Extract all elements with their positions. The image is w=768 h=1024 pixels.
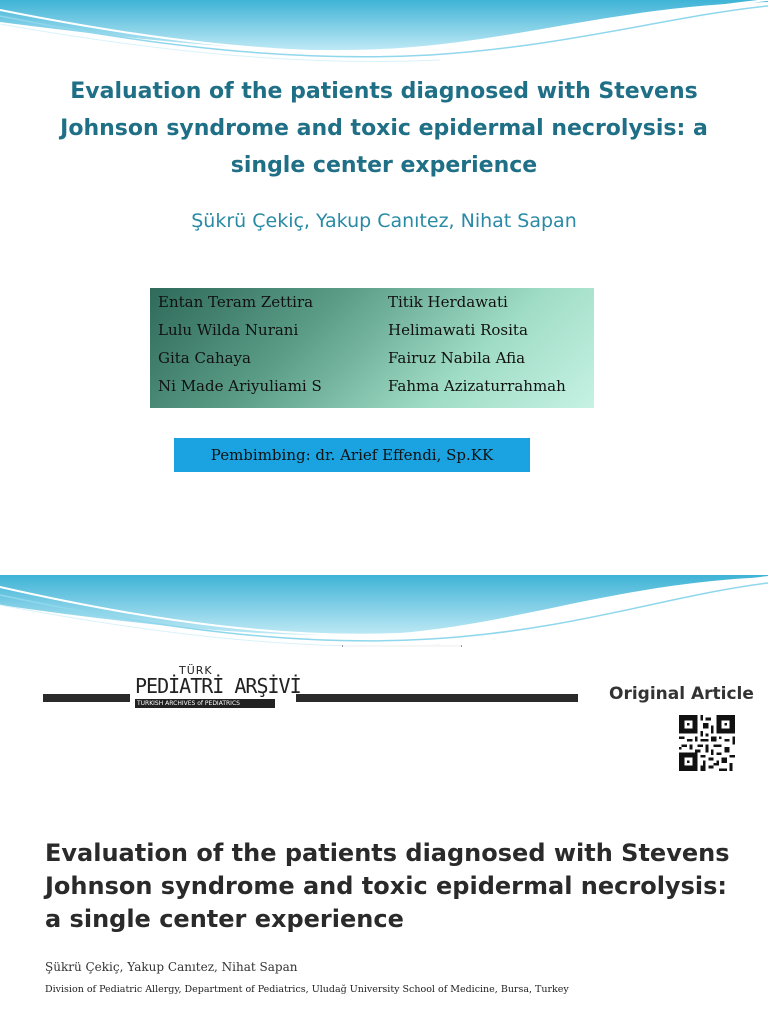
member-name: Lulu Wilda Nurani bbox=[158, 321, 299, 339]
header-rule-right bbox=[296, 694, 578, 702]
member-name: Gita Cahaya bbox=[158, 349, 251, 367]
article-slide bbox=[0, 575, 768, 1024]
member-name: Fahma Azizaturrahmah bbox=[388, 377, 566, 395]
article-title: Evaluation of the patients diagnosed with Stevens Johnson syndrome and toxic epidermal necrolysis: a single center experience bbox=[45, 839, 730, 933]
qr-code-icon bbox=[679, 715, 735, 771]
header-rule-left bbox=[43, 694, 130, 702]
member-name: Entan Teram Zettira bbox=[158, 293, 314, 311]
journal-logo-subtitle: TURKISH ARCHIVES of PEDIATRICS bbox=[135, 699, 275, 708]
journal-logo-name: PEDİATRİ ARŞİVİ bbox=[135, 674, 301, 698]
slide-authors: Şükrü Çekiç, Yakup Canıtez, Nihat Sapan bbox=[191, 210, 577, 232]
member-name: Fairuz Nabila Afia bbox=[388, 349, 526, 367]
wave-decoration bbox=[0, 575, 768, 655]
journal-logo-turk: TÜRK bbox=[179, 664, 213, 677]
journal-logo bbox=[135, 664, 301, 707]
slide-title: Evaluation of the patients diagnosed with Stevens Johnson syndrome and toxic epidermal necrolysis: a single center experience bbox=[60, 79, 708, 178]
member-name: Ni Made Ariyuliami S bbox=[158, 377, 322, 395]
wave-decoration bbox=[0, 0, 768, 70]
article-authors: Şükrü Çekiç, Yakup Canıtez, Nihat Sapan bbox=[45, 960, 298, 974]
article-affiliation: Division of Pediatric Allergy, Department of Pediatrics, Uludağ University School of Medicine, Bursa, Turkey bbox=[45, 984, 569, 995]
member-name: Helimawati Rosita bbox=[388, 321, 528, 339]
member-name: Titik Herdawati bbox=[388, 293, 508, 311]
article-page bbox=[33, 647, 768, 1024]
article-type-label: Original Article bbox=[609, 684, 754, 704]
group-members-box bbox=[150, 288, 594, 408]
supervisor-label: Pembimbing: dr. Arief Effendi, Sp.KK bbox=[174, 438, 530, 472]
